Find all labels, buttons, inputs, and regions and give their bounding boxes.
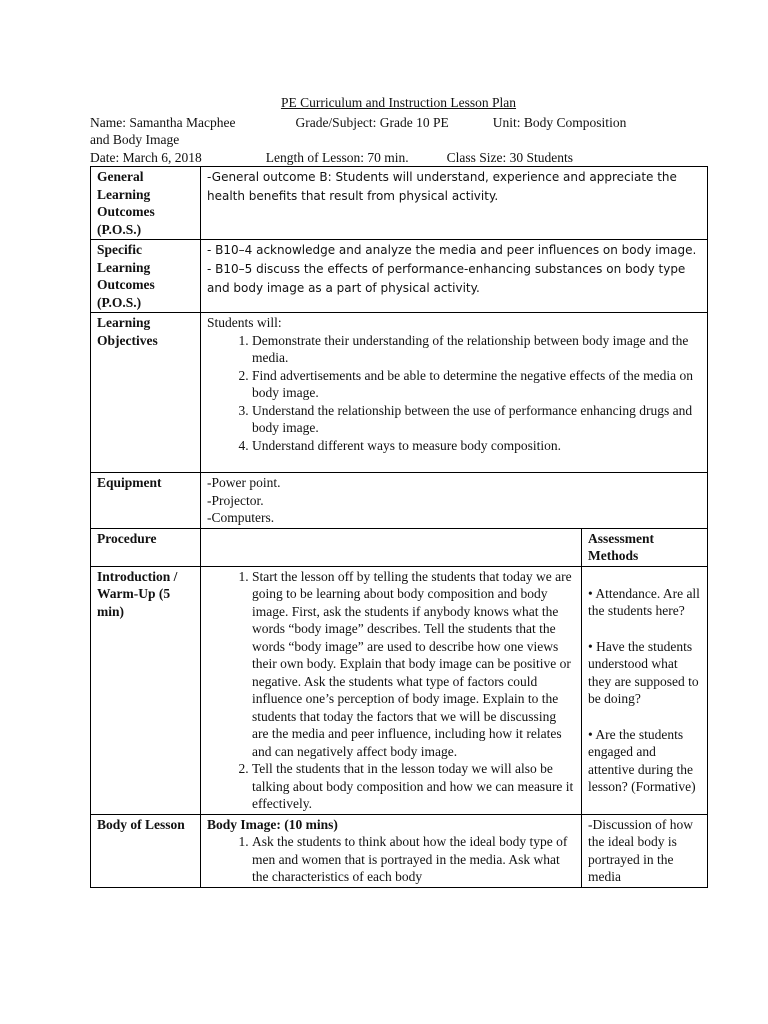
header-line-2 bbox=[90, 149, 707, 167]
body-image-steps bbox=[207, 833, 575, 886]
procedure-empty-cell bbox=[201, 528, 582, 566]
general-outcomes-label: General Learning Outcomes (P.O.S.) bbox=[91, 167, 201, 240]
assessment-item: • Are the students engaged and attentive during the lesson? (Formative) bbox=[588, 726, 696, 794]
learning-objectives-label: Learning Objectives bbox=[91, 313, 201, 473]
objective-item: 4. Understand different ways to measure body composition. bbox=[252, 437, 701, 455]
learning-objectives-row bbox=[91, 313, 708, 473]
body-image-heading: Body Image: (10 mins) bbox=[207, 816, 338, 832]
introduction-assessment-cell bbox=[582, 566, 708, 814]
specific-outcomes-cell bbox=[201, 240, 708, 313]
equipment-label: Equipment bbox=[91, 473, 201, 529]
assessment-item: • Have the students understood what they are supposed to be doing? bbox=[588, 638, 699, 706]
objective-item: 2. Find advertisements and be able to determine the negative effects of the media on body image. bbox=[252, 367, 701, 402]
equipment-item: -Computers. bbox=[207, 510, 275, 525]
unit-title: Unit: Body Composition bbox=[492, 114, 627, 130]
lesson-length: Length of Lesson: 70 min. bbox=[265, 149, 409, 165]
equipment-cell bbox=[201, 473, 708, 529]
assessment-item: • Attendance. Are all the students here? bbox=[588, 585, 700, 618]
general-outcomes-text: -General outcome B: Students will understand, experience and appreciate the health benefits that result from physical activity. bbox=[201, 167, 708, 240]
objectives-list bbox=[207, 332, 701, 455]
body-image-step: 1. Ask the students to think about how the ideal body type of men and women that is portrayed in the media. Ask what the characteristics of each body bbox=[252, 833, 575, 886]
unit-title-continued: and Body Image bbox=[90, 132, 180, 147]
objectives-intro: Students will: bbox=[207, 315, 282, 330]
introduction-step: 1. Start the lesson off by telling the students that today we are going to be learning about body composition and body image. First, ask the students if anybody knows what the words “body image” describes. Tell the students that the words “body image” are used to describe how one views their own body. Explain that body image can be positive or negative. Ask the students what type of factors could influence one’s perception of body image. Explain to the students that today the factors that we will be discussing are the media and peer influence, including how it relates and can negatively affect body image. bbox=[252, 568, 575, 761]
specific-outcomes-label: Specific Learning Outcomes (P.O.S.) bbox=[91, 240, 201, 313]
procedure-header-row bbox=[91, 528, 708, 566]
lesson-plan-document bbox=[90, 94, 707, 888]
introduction-label: Introduction / Warm-Up (5 min) bbox=[91, 566, 201, 814]
objective-item: 1. Demonstrate their understanding of the relationship between body image and the media. bbox=[252, 332, 701, 367]
grade-subject: Grade/Subject: Grade 10 PE bbox=[295, 114, 449, 130]
introduction-row bbox=[91, 566, 708, 814]
teacher-name: Name: Samantha Macphee bbox=[90, 114, 236, 130]
body-assessment-cell: -Discussion of how the ideal body is portrayed in the media bbox=[582, 814, 708, 887]
equipment-item: -Power point. bbox=[207, 475, 281, 490]
general-outcomes-row bbox=[91, 167, 708, 240]
document-title: PE Curriculum and Instruction Lesson Plan bbox=[280, 95, 517, 110]
assessment-methods-label: Assessment Methods bbox=[582, 528, 708, 566]
body-of-lesson-row bbox=[91, 814, 708, 887]
class-size: Class Size: 30 Students bbox=[446, 149, 573, 165]
equipment-item: -Projector. bbox=[207, 492, 264, 508]
equipment-row bbox=[91, 473, 708, 529]
introduction-step: 2. Tell the students that in the lesson today we will also be talking about body composition and how we can measure it effectively. bbox=[252, 760, 575, 813]
body-of-lesson-cell bbox=[201, 814, 582, 887]
introduction-steps bbox=[207, 568, 575, 813]
procedure-label: Procedure bbox=[91, 528, 201, 566]
learning-objectives-cell bbox=[201, 313, 708, 473]
lesson-plan-table bbox=[90, 166, 708, 888]
specific-outcome-b10-5: - B10–5 discuss the effects of performance-enhancing substances on body type and body image as a part of physical activity. bbox=[207, 262, 686, 295]
introduction-cell bbox=[201, 566, 582, 814]
lesson-date: Date: March 6, 2018 bbox=[90, 149, 202, 165]
specific-outcome-b10-4: - B10–4 acknowledge and analyze the media and peer influences on body image. bbox=[207, 243, 697, 257]
specific-outcomes-row bbox=[91, 240, 708, 313]
objective-item: 3. Understand the relationship between the use of performance enhancing drugs and body image. bbox=[252, 402, 701, 437]
body-of-lesson-label: Body of Lesson bbox=[91, 814, 201, 887]
header-line-1 bbox=[90, 114, 707, 132]
